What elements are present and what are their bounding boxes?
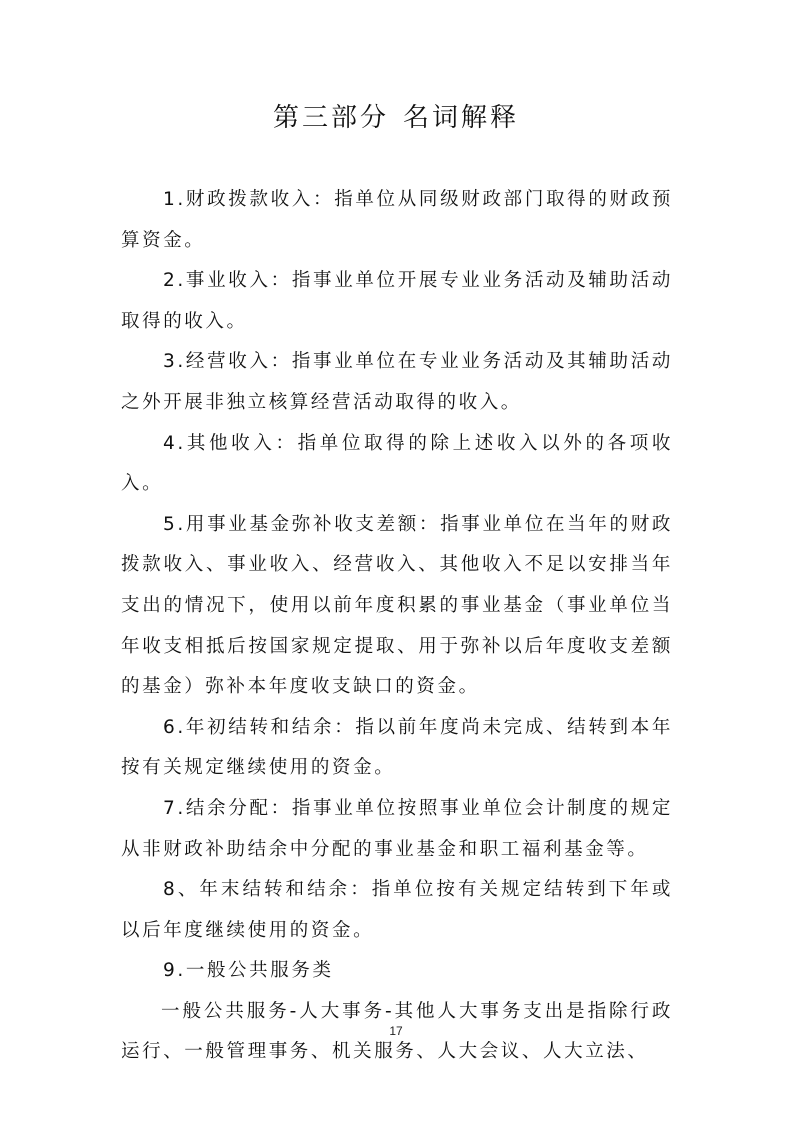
page-number: 17: [389, 1024, 403, 1038]
paragraph-7: 7.结余分配：指事业单位按照事业单位会计制度的规定从非财政补助结余中分配的事业基金和职工福利基金等。: [121, 797, 673, 860]
paragraph-5: 5.用事业基金弥补收支差额：指事业单位在当年的财政拨款收入、事业收入、经营收入、其他收入不足以安排当年支出的情况下，使用以前年度积累的事业基金（事业单位当年收支相抵后按国家规定提取、用于弥补以后年度收支差额的基金）弥补本年度收支缺口的资金。: [121, 513, 673, 698]
title-name: 名词解释: [403, 103, 520, 133]
paragraph-4: 4.其他收入：指单位取得的除上述收入以外的各项收入。: [121, 432, 673, 495]
paragraph-9: 9.一般公共服务类: [163, 960, 334, 982]
paragraph-6: 6.年初结转和结余：指以前年度尚未完成、结转到本年按有关规定继续使用的资金。: [121, 716, 673, 779]
paragraph-2: 2.事业收入：指事业单位开展专业业务活动及辅助活动取得的收入。: [121, 270, 673, 332]
paragraph-10: 一般公共服务-人大事务-其他人大事务支出是指除行政运行、一般管理事务、机关服务、人大会议、人大立法、: [121, 1000, 673, 1063]
paragraph-8: 8、年末结转和结余：指单位按有关规定结转到下年或以后年度继续使用的资金。: [121, 879, 673, 941]
paragraph-3: 3.经营收入：指事业单位在专业业务活动及其辅助活动之外开展非独立核算经营活动取得的收入。: [121, 351, 673, 413]
page-title: [0, 96, 792, 140]
paragraph-1: 1.财政拨款收入：指单位从同级财政部门取得的财政预算资金。: [121, 189, 673, 251]
document-body: [121, 180, 673, 1073]
title-part: 第三部分: [272, 103, 389, 133]
